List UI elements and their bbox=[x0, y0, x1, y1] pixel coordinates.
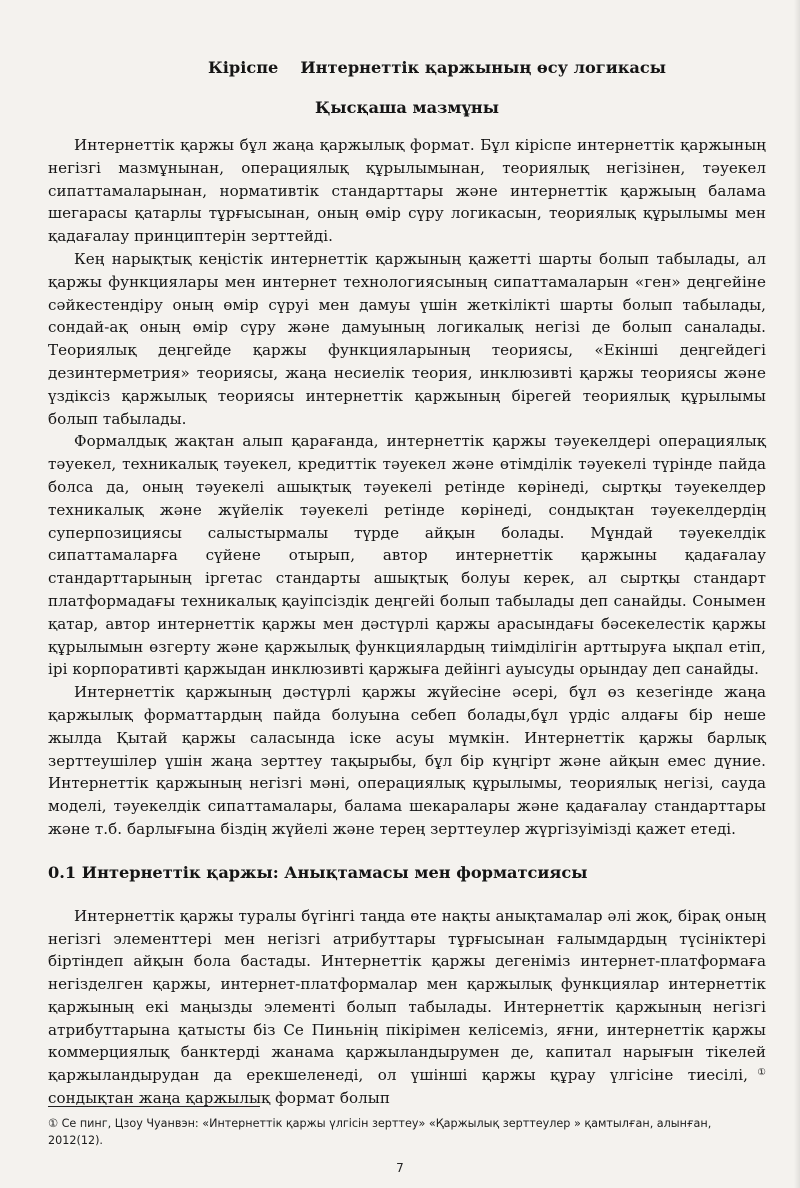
chapter-title bbox=[48, 56, 766, 80]
chapter-title-text: Интернеттік қаржының өсу логикасы bbox=[300, 58, 666, 77]
section-paragraph-text: Интернеттік қаржы туралы бүгінгі таңда өте нақты анықтамалар әлі жоқ, бірақ оның негізгі элементтері мен негізгі атрибуттары тұрғысынан ғалымдардың түсініктері біртіндеп айқын бола бастады. Интернеттік қаржы дегеніміз интернет-платформаға негізделген қаржы, интернет-платформалар мен қаржылық функциялар интернеттік қаржының екі маңызды элементі болып табылады. Интернеттік қаржының негізгі атрибуттарына қатысты біз Се Пиньнің пікірімен келісеміз, яғни, интернеттік қаржы коммерциялық банктерді жанама қаржыландырумен де, капитал нарығын тікелей қаржыландырудан да ерекшеленеді, ол үшінші қаржы құрау үлгісіне тиесілі, bbox=[48, 906, 766, 1085]
chapter-label: Кіріспе bbox=[208, 58, 279, 77]
page-edge-shadow bbox=[794, 0, 800, 1188]
footnote-reference[interactable]: ① bbox=[747, 1067, 766, 1079]
abstract-paragraph-3: Формалдық жақтан алып қарағанда, интернеттік қаржы тәуекелдері операциялық тәуекел, техникалық тәуекел, кредиттік тәуекел және өтімділік тәуекелі түрінде пайда болса да, оның тәуекелі ашықтық тәуекелі ретінде көрінеді, сыртқы тәуекелдер техникалық және жүйелік тәуекелі ретінде көрінеді, сондықтан тәуекелдердің суперпозициясы салыстырмалы түрде айқын болады. Мұндай тәуекелдік сипаттамаларға сүйене отырып, автор интернеттік қаржыны қадағалау стандарттарының іргетас стандарты ашықтық болуы керек, ал сыртқы стандарт платформадағы техникалық қауіпсіздік деңгейі болып табылады деп санайды. Сонымен қатар, автор интернеттік қаржы мен дәстүрлі қаржы арасындағы бәсекелестік қаржы құрылымын өзгерту және қаржылық функциялардың тиімділігін арттыруға ықпал етіп, ірі корпоративті қаржыдан инклюзивті қаржыға дейінгі ауысуды орындау деп санайды. bbox=[48, 432, 766, 679]
section-heading: 0.1 Интернеттік қаржы: Анықтамасы мен форматсиясы bbox=[48, 862, 588, 882]
section-paragraph-tail: сондықтан жаңа қаржылық формат болып bbox=[48, 1089, 390, 1108]
footnote-area bbox=[48, 1106, 768, 1149]
footnote bbox=[48, 1115, 768, 1149]
abstract-paragraph-4: Интернеттік қаржының дәстүрлі қаржы жүйесіне әсері, бұл өз кезегінде жаңа қаржылық форматтардың пайда болуына себеп болады,бұл үрдіс алдағы бір неше жылда Қытай қаржы саласында іске асуы мүмкін. Интернеттік қаржы барлық зерттеушілер үшін жаңа зерттеу тақырыбы, бұл бір күңгірт және айқын емес дүние. Интернеттік қаржының негізгі мәні, операциялық құрылымы, теориялық негізі, сауда моделі, тәуекелдік сипаттамалары, балама шекаралары және қадағалау стандарттары және т.б. барлығына біздің жүйелі және терең зерттеулер жүргізуімізді қажет етеді. bbox=[48, 683, 766, 838]
footnote-marker: ① bbox=[48, 1117, 59, 1130]
section-paragraph bbox=[48, 905, 766, 1110]
abstract-heading: Қысқаша мазмұны bbox=[315, 98, 499, 117]
page-number: 7 bbox=[396, 1161, 404, 1175]
footnote-divider bbox=[48, 1106, 260, 1107]
abstract-paragraph-1: Интернеттік қаржы бұл жаңа қаржылық формат. Бұл кіріспе интернеттік қаржының негізгі мазмұнынан, операциялық құрылымынан, теориялық негізінен, тәуекел сипаттамаларынан, нормативтік стандарттары және интернеттік қаржыың балама шегарасы қатарлы тұрғысынан, оның өмір сүру логикасын, теориялық құрылымы мен қадағалау принциптерін зерттейді. bbox=[48, 136, 766, 246]
abstract-paragraph-2: Кең нарықтық кеңістік интернеттік қаржының қажетті шарты болып табылады, ал қаржы функциялары мен интернет технологиясының сипаттамаларын «ген» деңгейіне сәйкестендіру оның өмір сүруі мен дамуы үшін жеткілікті шарты болып табылады, сондай-ақ оның өмір сүру және дамуының логикалық негізі де болып саналады. Теориялық деңгейде қаржы функцияларының теориясы, «Екінші деңгейдегі дезинтерметрия» теориясы, жаңа несиелік теория, инклюзивті қаржы теориясы және үздіксіз қаржылық теориясы интернеттік қаржының бірегей теориялық құрылымы болып табылады. bbox=[48, 249, 766, 428]
footnote-text: Се пинг, Цзоу Чуанвэн: «Интернеттік қаржы үлгісін зерттеу» «Қаржылық зерттеулер » қамтылған, алынған, 2012(12). bbox=[48, 1117, 712, 1147]
